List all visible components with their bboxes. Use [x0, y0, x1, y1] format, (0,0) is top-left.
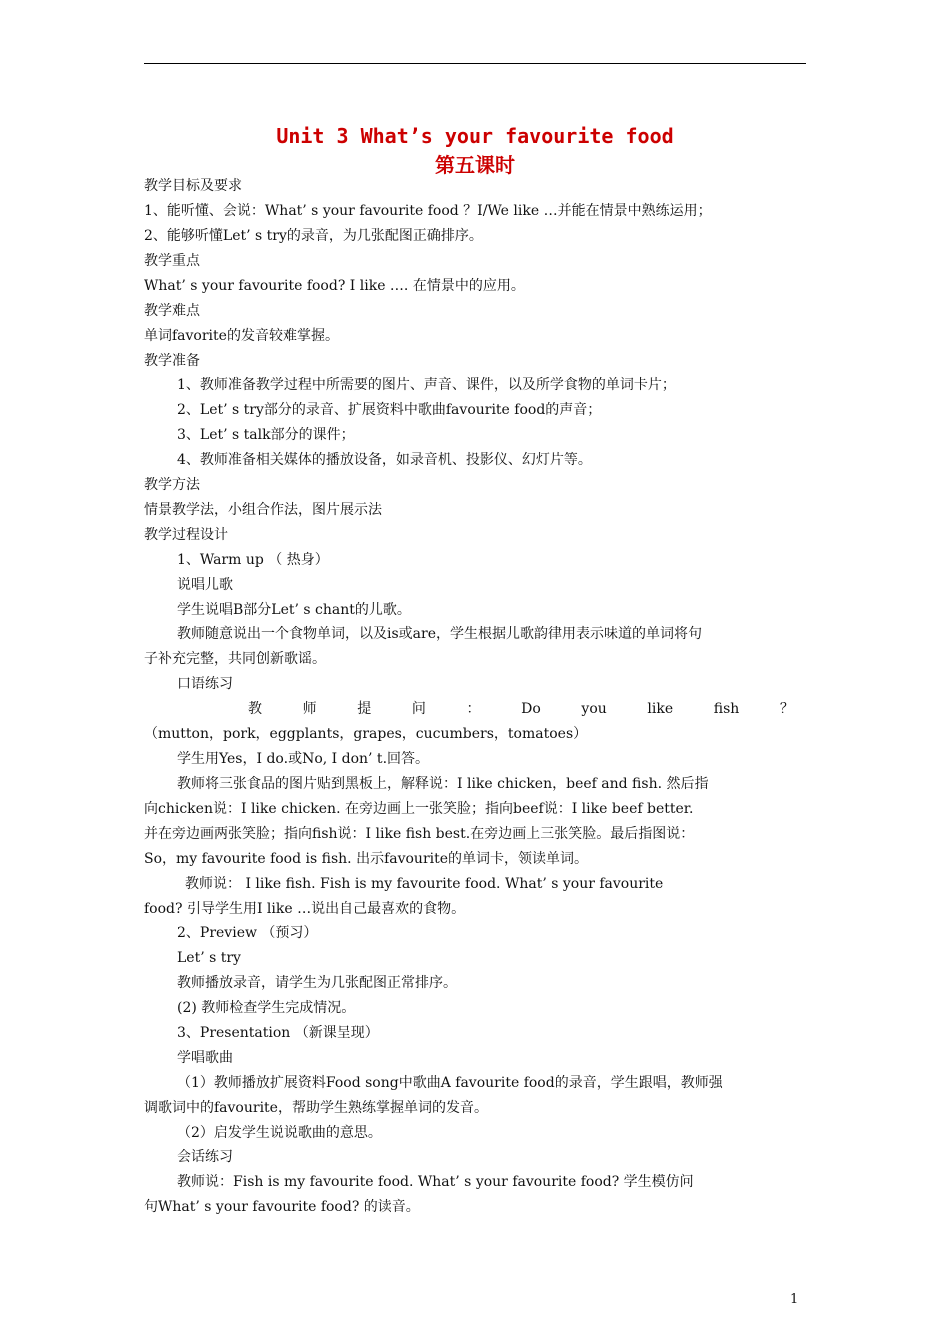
question-word: 提: [357, 701, 372, 717]
question-word: ？: [779, 701, 794, 717]
question-word: Do: [521, 701, 541, 717]
question-word: 师: [302, 701, 317, 717]
body-line: 学唱歌曲: [177, 1050, 233, 1066]
list-item: 4、教师准备相关媒体的播放设备，如录音机、投影仪、幻灯片等。: [177, 452, 592, 468]
body-line: What’ s your favourite food? I like …. 在情景中的应用。: [144, 278, 525, 294]
body-line: 教师将三张食品的图片贴到黑板上，解释说：I like chicken，beef and fish. 然后指: [177, 776, 709, 792]
page-number: 1: [790, 1292, 799, 1307]
body-line: 单词favorite的发音较难掌握。: [144, 328, 339, 344]
body-line: 学生说唱B部分Let’ s chant的儿歌。: [177, 602, 411, 618]
list-item: 1、教师准备教学过程中所需要的图片、声音、课件，以及所学食物的单词卡片；: [177, 377, 676, 393]
body-line: 教师播放录音，请学生为几张配图正常排序。: [177, 975, 457, 991]
body-line: So，my favourite food is fish. 出示favourite的单词卡，领读单词。: [144, 851, 589, 867]
question-word: 教: [248, 701, 262, 717]
body-line: 子补充完整，共同创新歌谣。: [144, 651, 326, 667]
body-line: 教师随意说出一个食物单词，以及is或are，学生根据儿歌韵律用表示味道的单词将句: [177, 626, 702, 642]
document-title: Unit 3 What’s your favourite food: [276, 124, 674, 148]
section-heading: 教学过程设计: [144, 527, 228, 543]
body-line: food? 引导学生用I like …说出自己最喜欢的食物。: [144, 901, 466, 917]
body-line: （2）启发学生说说歌曲的意思。: [177, 1125, 382, 1141]
question-word: 问: [411, 701, 426, 717]
body-line: 教师说：Fish is my favourite food. What’ s your favourite food? 学生模仿问: [177, 1174, 694, 1190]
body-line: 1、能听懂、会说：What’ s your favourite food ？I/We like …并能在情景中熟练运用；: [144, 203, 712, 219]
question-word: ：: [466, 701, 481, 717]
list-item: 2、Let’ s try部分的录音、扩展资料中歌曲favourite food的声音；: [177, 402, 602, 418]
section-heading: 教学方法: [144, 477, 200, 493]
section-heading: 教学重点: [144, 253, 200, 269]
body-line: 情景教学法，小组合作法，图片展示法: [144, 502, 382, 518]
section-heading: 教学难点: [144, 303, 200, 319]
body-line: 2、能够听懂Let’ s try的录音，为几张配图正确排序。: [144, 228, 483, 244]
header-rule: [144, 63, 806, 64]
body-line: （1）教师播放扩展资料Food song中歌曲A favourite food的录音，学生跟唱，教师强: [177, 1075, 723, 1091]
body-line: （mutton，pork，eggplants，grapes，cucumbers，tomatoes）: [144, 726, 588, 742]
body-line: 教师说： I like fish. Fish is my favourite food. What’ s your favourite: [185, 876, 664, 892]
step-heading: 3、Presentation （新课呈现）: [177, 1025, 379, 1041]
body-line: 口语练习: [177, 676, 233, 692]
question-word: you: [581, 701, 607, 717]
question-word: like: [647, 701, 674, 717]
body-line: 向chicken说：I like chicken. 在旁边画上一张笑脸；指向beef说：I like beef better.: [144, 801, 694, 817]
body-line: 说唱儿歌: [177, 577, 233, 593]
body-line: 并在旁边画两张笑脸；指向fish说：I like fish best.在旁边画上三张笑脸。最后指图说：: [144, 826, 695, 842]
step-heading: 1、Warm up （ 热身）: [177, 552, 329, 568]
body-line: 学生用Yes，I do.或No, I don’ t.回答。: [177, 751, 430, 767]
question-word: fish: [713, 701, 740, 717]
body-line: 会话练习: [177, 1149, 233, 1165]
question-line: [248, 700, 794, 718]
body-line: Let’ s try: [177, 950, 241, 966]
body-line: 调歌词中的favourite，帮助学生熟练掌握单词的发音。: [144, 1100, 488, 1116]
section-heading: 教学准备: [144, 353, 200, 369]
section-heading: 教学目标及要求: [144, 178, 242, 194]
lesson-subtitle: 第五课时: [435, 153, 515, 177]
body-line: (2) 教师检查学生完成情况。: [177, 1000, 356, 1016]
list-item: 3、Let’ s talk部分的课件；: [177, 427, 355, 443]
body-line: 句What’ s your favourite food? 的读音。: [144, 1199, 420, 1215]
step-heading: 2、Preview （预习）: [177, 925, 318, 941]
